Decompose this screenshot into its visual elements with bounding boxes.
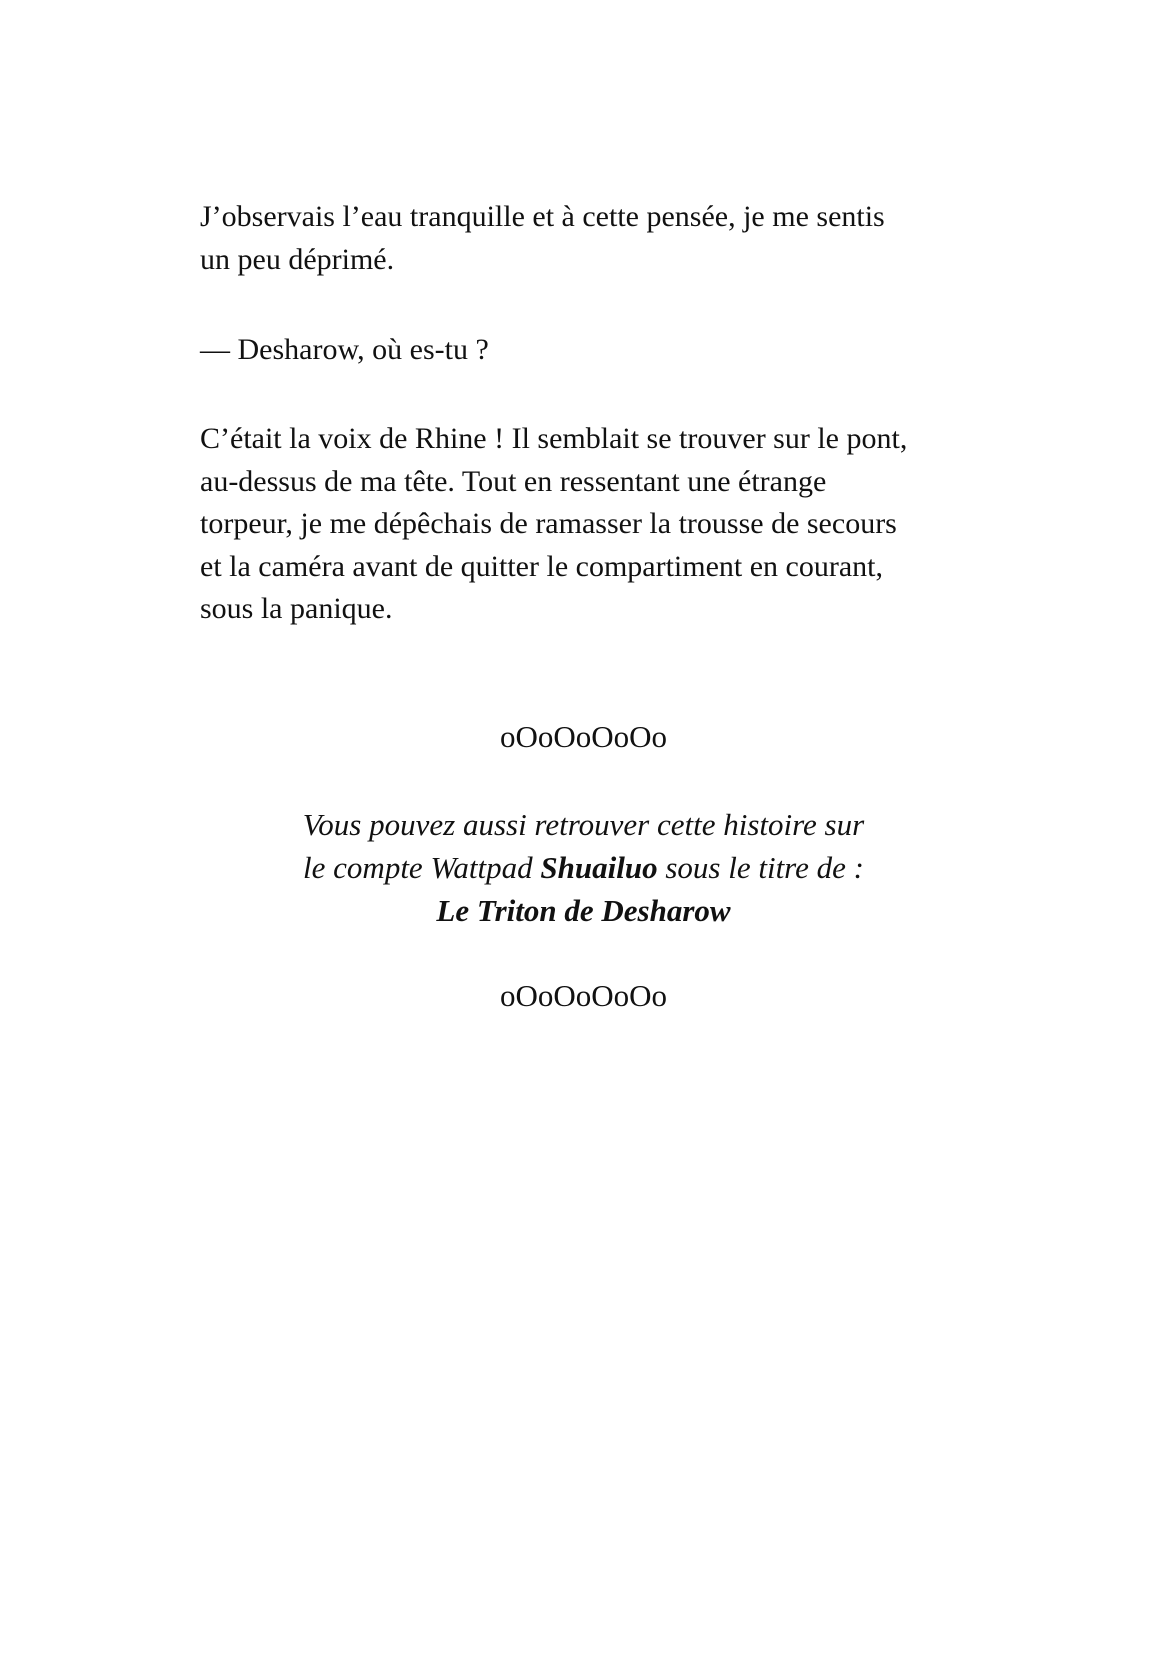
section-separator-bottom: oOoOoOoOo xyxy=(499,978,668,1013)
notice-line-2 xyxy=(0,846,1167,889)
section-separator-top: oOoOoOoOo xyxy=(499,719,668,754)
paragraph-3-line-2: au-dessus de ma tête. Tout en ressentant une étrange xyxy=(200,464,827,498)
paragraph-3-line-1: C’était la voix de Rhine ! Il semblait se trouver sur le pont, xyxy=(200,422,908,455)
notice-book-title: Le Triton de Desharow xyxy=(436,893,731,928)
notice-line-1: Vous pouvez aussi retrouver cette histoire sur xyxy=(302,807,865,842)
notice-line-2-start: le compte Wattpad xyxy=(303,850,541,885)
notice-line-2-end: sous le titre de : xyxy=(657,850,864,885)
paragraph-1-line-2: un peu déprimé. xyxy=(200,242,395,276)
paragraph-3-line-5: sous la panique. xyxy=(200,592,393,625)
paragraph-3 xyxy=(200,418,990,631)
paragraph-3-line-3: torpeur, je me dépêchais de ramasser la trousse de secours xyxy=(200,507,897,540)
paragraph-2-dialogue xyxy=(200,329,990,372)
paragraph-3-line-4: et la caméra avant de quitter le compartiment en courant, xyxy=(200,549,884,583)
notice-title-line xyxy=(0,889,1167,932)
wattpad-notice xyxy=(0,803,1167,932)
paragraph-1 xyxy=(200,196,990,281)
notice-account-name: Shuailuo xyxy=(540,850,658,885)
paragraph-2-line-1: — Desharow, où es-tu ? xyxy=(200,333,489,366)
paragraph-1-line-1: J’observais l’eau tranquille et à cette pensée, je me sentis xyxy=(200,200,885,233)
